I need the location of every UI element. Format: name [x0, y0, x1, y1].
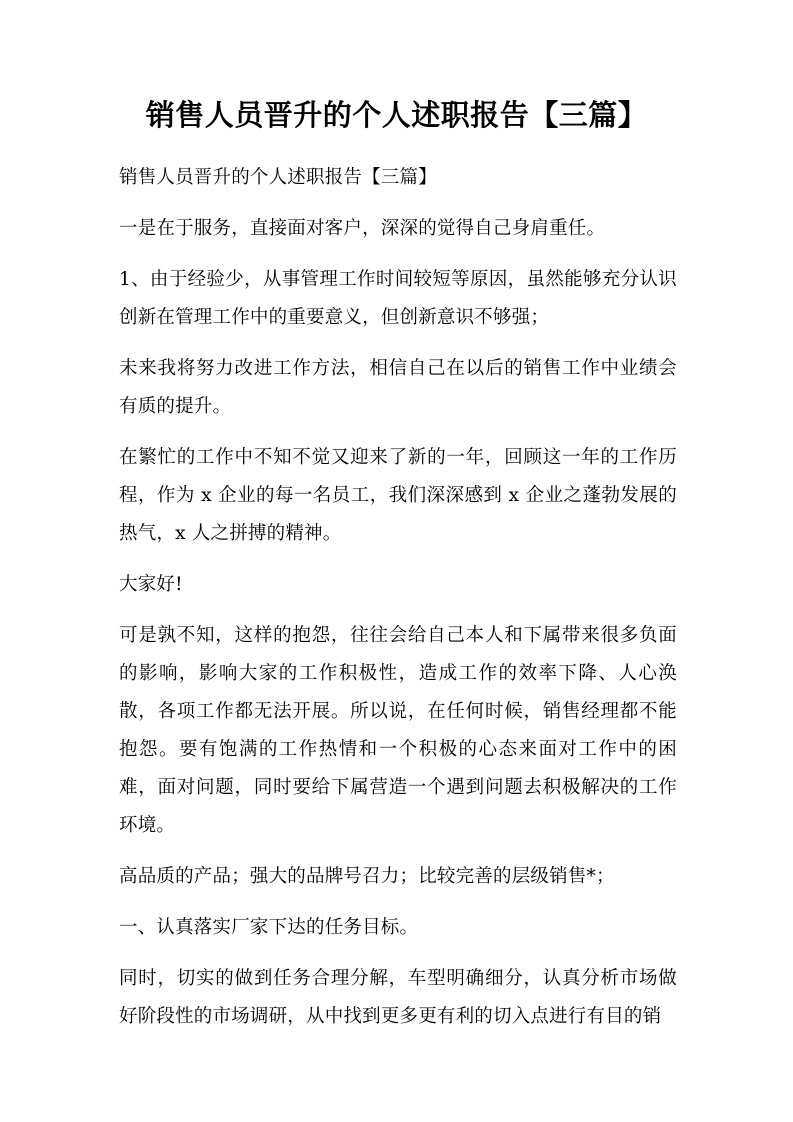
paragraph-3: 未来我将努力改进工作方法，相信自己在以后的销售工作中业绩会有质的提升。 — [119, 358, 677, 417]
paragraph-4: 在繁忙的工作中不知不觉又迎来了新的一年，回顾这一年的工作历程，作为 x 企业的每一名员工，我们深深感到 x 企业之蓬勃发展的热气，x 人之拼搏的精神。 — [119, 447, 677, 544]
document-body — [119, 159, 677, 1049]
paragraph-1: 一是在于服务，直接面对客户，深深的觉得自己身肩重任。 — [119, 218, 606, 239]
paragraph-7: 高品质的产品；强大的品牌号召力；比较完善的层级销售*； — [119, 866, 615, 887]
document-title: 销售人员晋升的个人述职报告【三篇】 — [145, 98, 648, 132]
document-subtitle: 销售人员晋升的个人述职报告【三篇】 — [119, 167, 437, 188]
paragraph-9: 同时，切实的做到任务合理分解，车型明确细分，认真分析市场做好阶段性的市场调研，从中找到更多更有利的切入点进行有目的销 — [119, 968, 677, 1027]
paragraph-6: 可是孰不知，这样的抱怨，往往会给自己本人和下属带来很多负面的影响，影响大家的工作积极性，造成工作的效率下降、人心涣散，各项工作都无法开展。所以说，在任何时候，销售经理都不能抱怨。要有饱满的工作热情和一个积极的心态来面对工作中的困难，面对问题，同时要给下属营造一个遇到问题去积极解决的工作环境。 — [119, 625, 677, 836]
paragraph-5: 大家好! — [119, 574, 183, 595]
paragraph-8: 一、认真落实厂家下达的任务目标。 — [119, 917, 419, 938]
paragraph-2: 1、由于经验少，从事管理工作时间较短等原因，虽然能够充分认识创新在管理工作中的重要意义，但创新意识不够强； — [119, 269, 677, 328]
